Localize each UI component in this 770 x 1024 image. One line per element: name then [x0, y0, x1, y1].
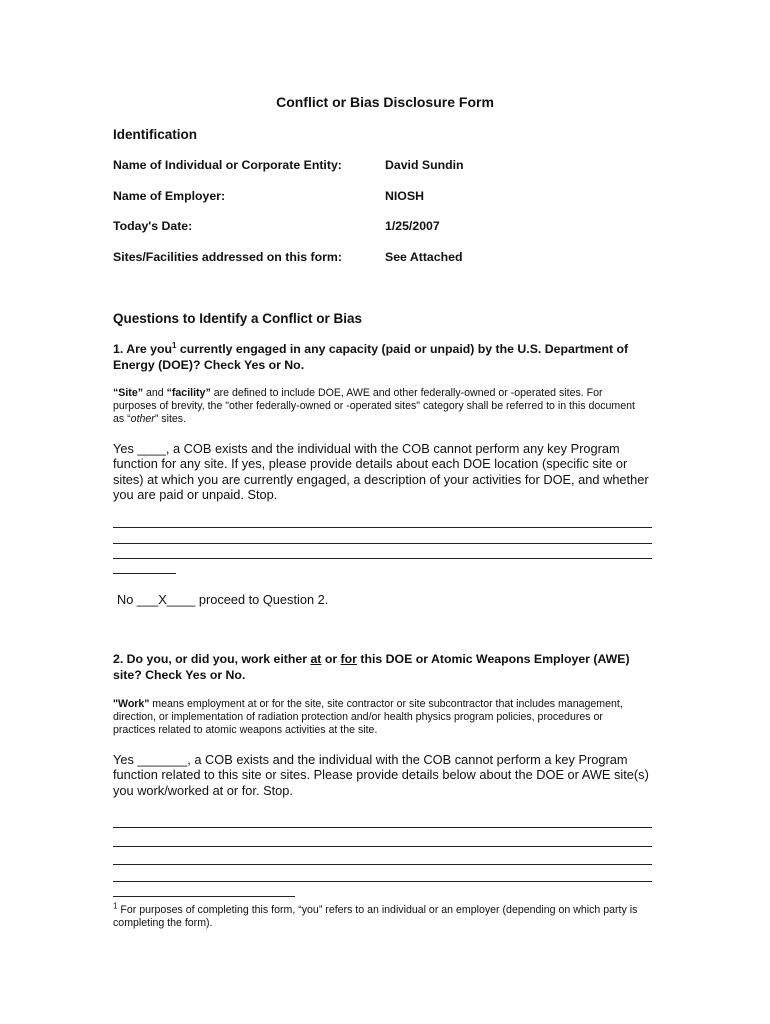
footnote-ref: 1: [172, 340, 177, 350]
field-label-date: Today's Date:: [113, 219, 193, 233]
question-1-no-option: No ___X____ proceed to Question 2.: [117, 592, 329, 607]
answer-line-2[interactable]: [113, 543, 652, 544]
question-1-text-a: 1. Are you: [113, 342, 172, 356]
question-1-definition: [113, 387, 648, 426]
footnote-separator: [113, 896, 295, 897]
question-2: [113, 652, 653, 683]
answer-line-1[interactable]: [113, 527, 652, 528]
question-2-yes-option: Yes _______, a COB exists and the individual with the COB cannot perform a key Program function related to this site or sites. Please provide details below about the DOE or AWE site(s) you work/worked at or for. Stop.: [113, 752, 649, 798]
answer-line-7[interactable]: [113, 864, 652, 865]
footnote: [113, 901, 648, 930]
answer-line-8[interactable]: [113, 881, 652, 882]
form-title: Conflict or Bias Disclosure Form: [276, 94, 494, 110]
def-rest-b: ” sites.: [154, 413, 187, 425]
field-label-sites: Sites/Facilities addressed on this form:: [113, 250, 342, 264]
question-2-definition: [113, 698, 648, 737]
def-and: and: [143, 387, 167, 399]
question-1: [113, 342, 653, 373]
field-value-date: 1/25/2007: [385, 219, 440, 233]
question-2-text-a: 2. Do you, or did you, work either: [113, 652, 311, 666]
def-work-rest: means employment at or for the site, site contractor or site subcontractor that includes management, direction, or implementation of radiation protection and/or health physics program policies, procedures or practices related to atomic weapons activities at the site.: [113, 698, 623, 736]
answer-line-6[interactable]: [113, 846, 652, 847]
field-value-name: David Sundin: [385, 158, 464, 172]
field-value-employer: NIOSH: [385, 189, 424, 203]
def-work: "Work": [113, 698, 150, 710]
answer-line-3[interactable]: [113, 558, 652, 559]
question-1-yes-option: Yes ____, a COB exists and the individual with the COB cannot perform any key Program function for any site. If yes, please provide details about each DOE location (specific site or sites) at which you are currently engaged, a description of your activities for DOE, and whether you are paid or unpaid. Stop.: [113, 441, 649, 502]
question-2-text-b: this DOE or Atomic Weapons Employer (AWE) site? Check Yes or No.: [113, 652, 630, 682]
answer-line-4[interactable]: [113, 573, 176, 574]
def-facility: “facility”: [166, 387, 211, 399]
def-rest-a: are defined to include DOE, AWE and other federally-owned or -operated sites. For purposes of brevity, the "other federally-owned or -operated sites" category shall be referred to in this document as “: [113, 387, 635, 425]
def-other: other: [130, 413, 155, 425]
field-label-employer: Name of Employer:: [113, 189, 226, 203]
field-value-sites: See Attached: [385, 250, 463, 264]
question-2-for: for: [340, 652, 357, 666]
question-2-at: at: [310, 652, 322, 666]
question-1-text-b: currently engaged in any capacity (paid or unpaid) by the U.S. Department of Energy (DOE)? Check Yes or No.: [113, 342, 629, 372]
def-site: “Site”: [113, 387, 144, 399]
identification-heading: Identification: [113, 127, 197, 142]
questions-heading: Questions to Identify a Conflict or Bias: [113, 311, 363, 326]
question-2-or: or: [321, 652, 341, 666]
field-label-name: Name of Individual or Corporate Entity:: [113, 158, 342, 172]
answer-line-5[interactable]: [113, 827, 652, 828]
footnote-mark: 1: [113, 901, 118, 911]
footnote-text: For purposes of completing this form, “you” refers to an individual or an employer (depending on which party is completing the form).: [113, 904, 638, 929]
